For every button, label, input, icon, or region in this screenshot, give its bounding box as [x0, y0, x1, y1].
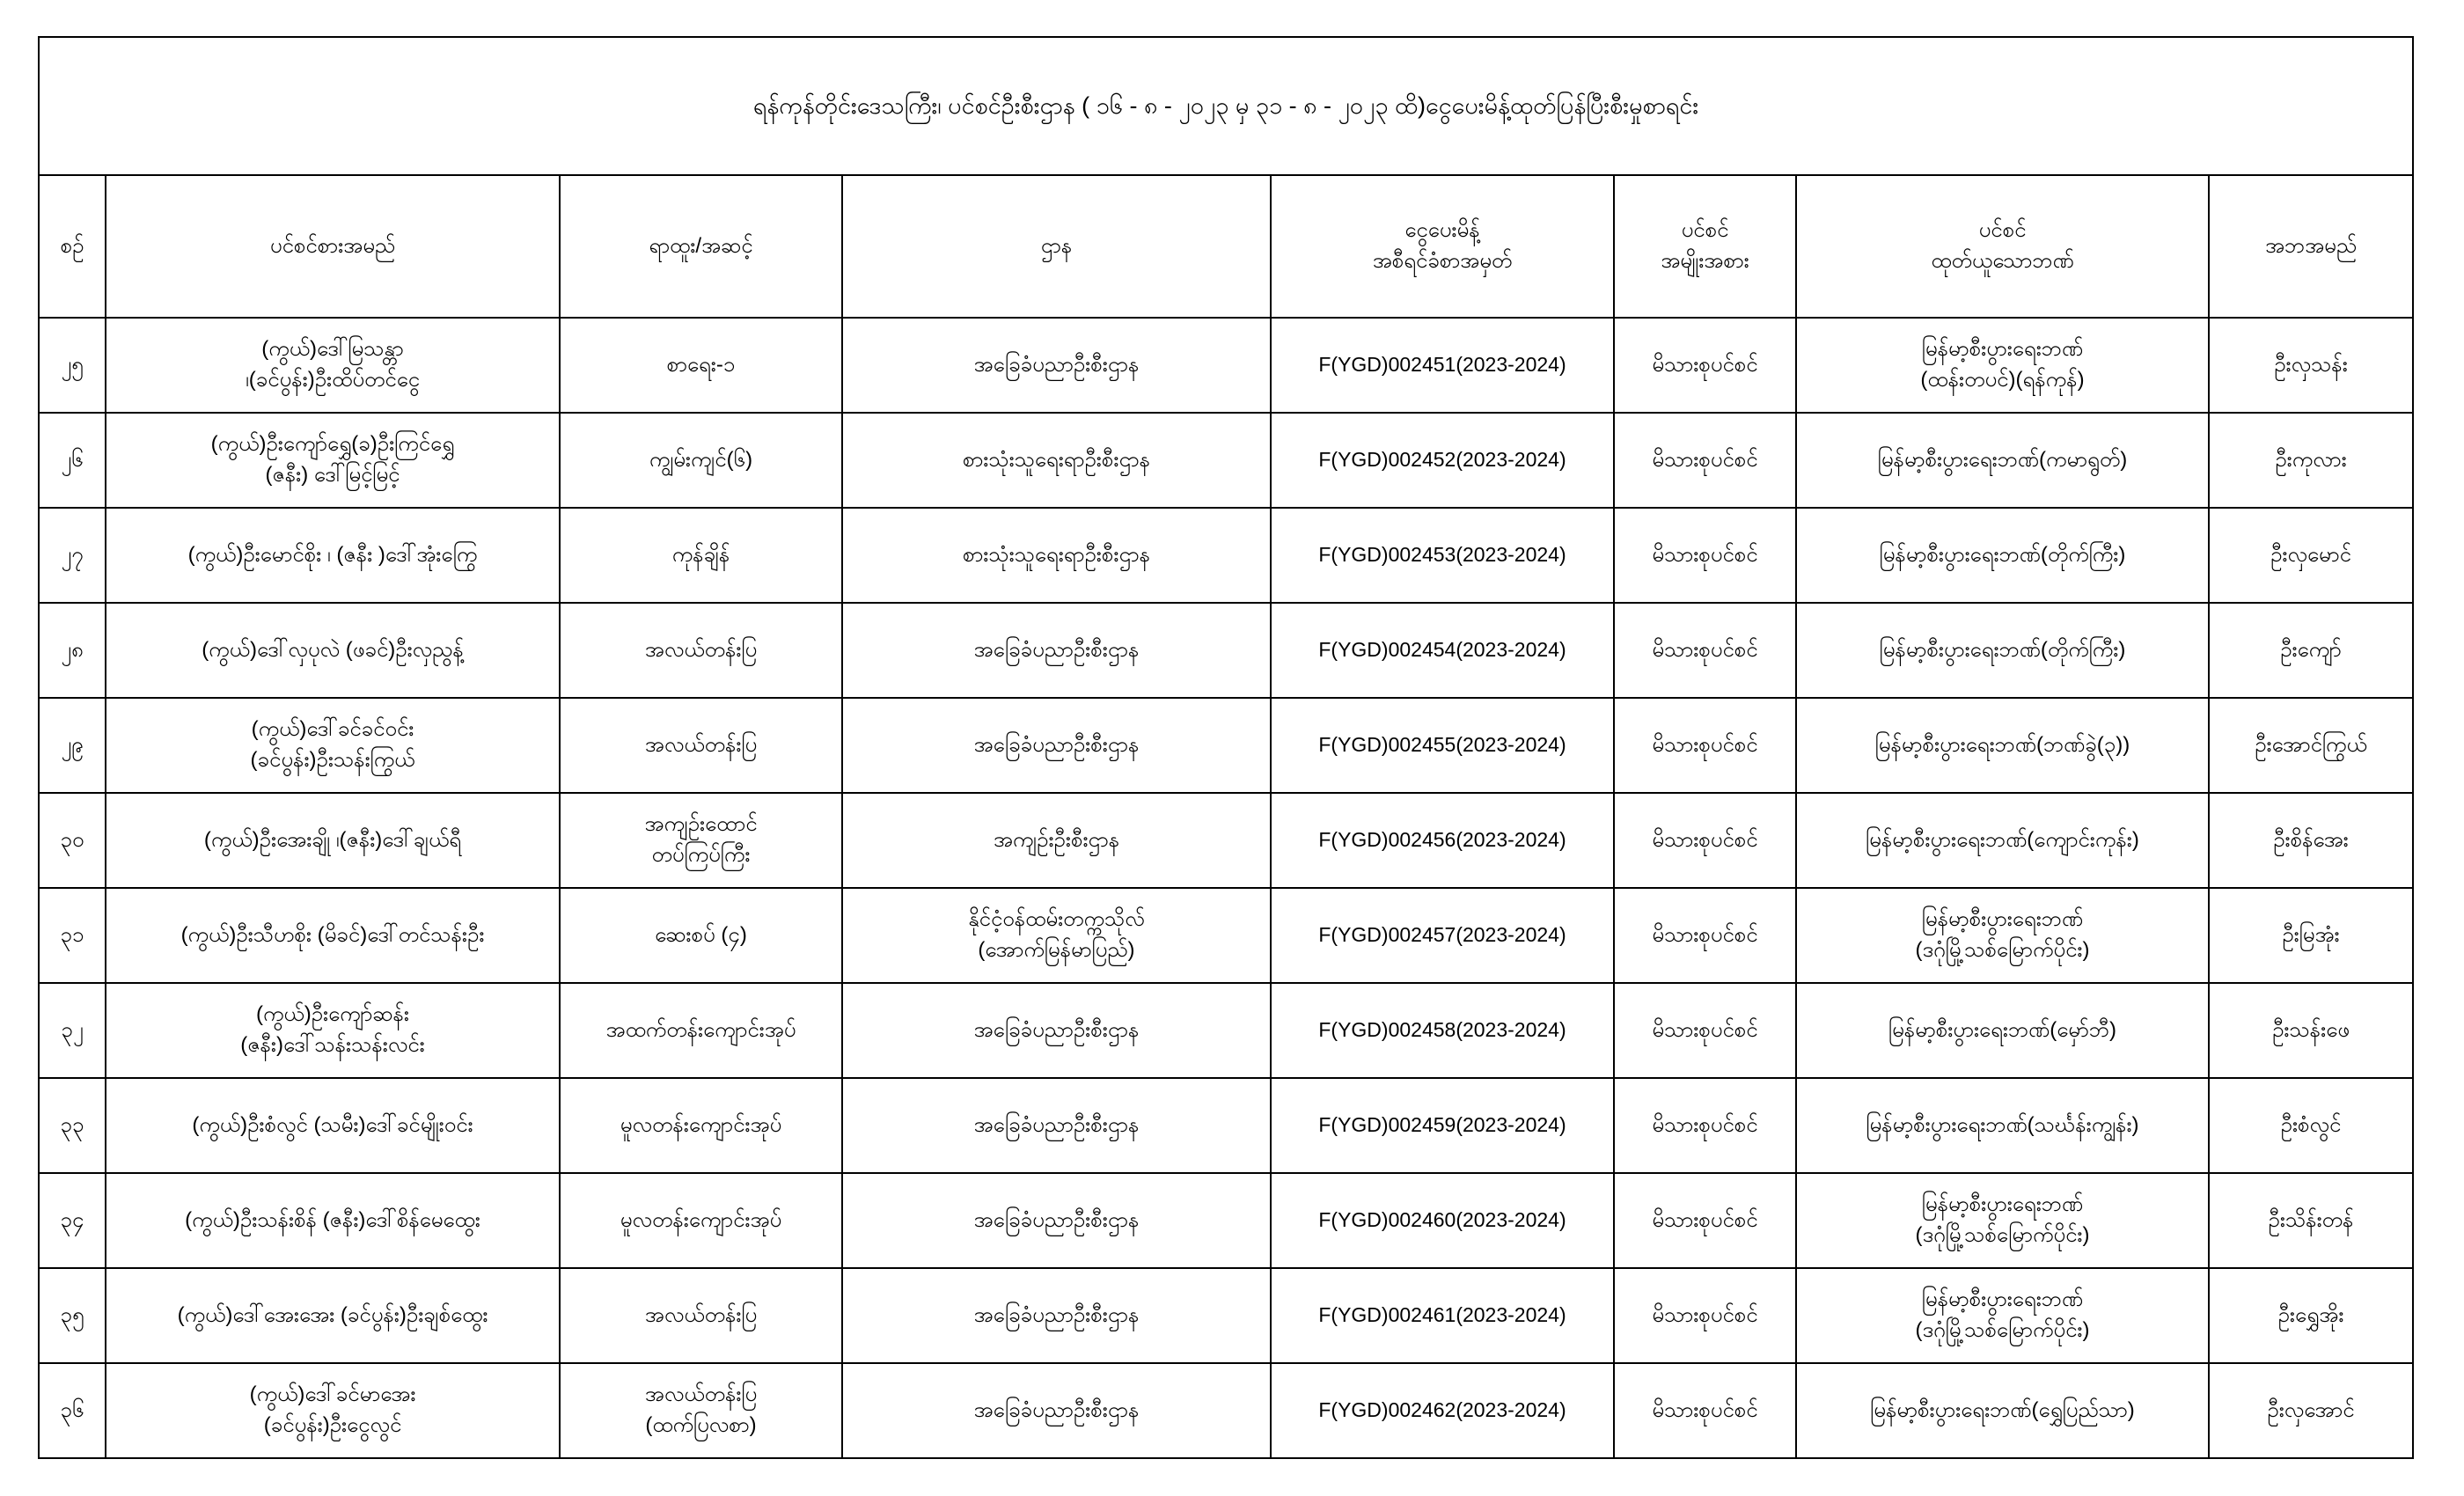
- cell-serial: ၃၅: [40, 1269, 106, 1364]
- cell-pension-type: မိသားစုပင်စင်: [1615, 1269, 1797, 1364]
- cell-serial: ၃၀: [40, 794, 106, 889]
- cell-position: အလယ်တန်းပြ: [561, 699, 843, 794]
- cell-serial: ၃၂: [40, 984, 106, 1079]
- cell-pensioner-name: (ကွယ်)ဒေါ်ခင်ခင်ဝင်း (ခင်ပွန်း)ဦးသန်းကြွယ်: [106, 699, 561, 794]
- cell-bank: မြန်မာ့စီးပွားရေးဘဏ်(ရွှေပြည်သာ): [1797, 1364, 2210, 1459]
- cell-pensioner-name: (ကွယ်)ဦးသီဟစိုး (မိခင်)ဒေါ်တင်သန်းဦး: [106, 889, 561, 984]
- cell-father-name: ဦးမြအုံး: [2210, 889, 2414, 984]
- cell-department: အခြေခံပညာဦးစီးဌာန: [843, 1364, 1272, 1459]
- cell-bank: မြန်မာ့စီးပွားရေးဘဏ်(ဘဏ်ခွဲ(၃)): [1797, 699, 2210, 794]
- cell-order-number: F(YGD)002458(2023-2024): [1272, 984, 1615, 1079]
- cell-father-name: ဦးအောင်ကြွယ်: [2210, 699, 2414, 794]
- cell-department: အခြေခံပညာဦးစီးဌာန: [843, 699, 1272, 794]
- cell-pensioner-name: (ကွယ်)ဦးကျော်ဆန်း (ဇနီး)ဒေါ်သန်းသန်းလင်း: [106, 984, 561, 1079]
- cell-pension-type: မိသားစုပင်စင်: [1615, 889, 1797, 984]
- header-department: ဌာန: [843, 176, 1272, 319]
- cell-position: အကျဉ်းထောင် တပ်ကြပ်ကြီး: [561, 794, 843, 889]
- cell-pension-type: မိသားစုပင်စင်: [1615, 699, 1797, 794]
- cell-order-number: F(YGD)002457(2023-2024): [1272, 889, 1615, 984]
- table-title: ရန်ကုန်တိုင်းဒေသကြီး၊ ပင်စင်ဦးစီးဌာန ( ၁၆ - ၈ - ၂၀၂၃ မှ ၃၁ - ၈ - ၂၀၂၃ ထိ)ငွေပေးမိန့်ထုတ်ပြန်ပြီးစီးမှုစာရင်း: [40, 38, 2414, 176]
- cell-father-name: ဦးလှသန်း: [2210, 319, 2414, 414]
- cell-order-number: F(YGD)002456(2023-2024): [1272, 794, 1615, 889]
- cell-position: အလယ်တန်းပြ: [561, 604, 843, 699]
- cell-serial: ၂၈: [40, 604, 106, 699]
- cell-department: စားသုံးသူရေးရာဦးစီးဌာန: [843, 414, 1272, 509]
- cell-serial: ၂၅: [40, 319, 106, 414]
- cell-bank: မြန်မာ့စီးပွားရေးဘဏ်(သင်္ဃန်းကျွန်း): [1797, 1079, 2210, 1174]
- cell-pensioner-name: (ကွယ်)ဦးမောင်စိုး ၊ (ဇနီး )ဒေါ်အုံးကြွေ: [106, 509, 561, 604]
- cell-department: အခြေခံပညာဦးစီးဌာန: [843, 604, 1272, 699]
- cell-serial: ၃၄: [40, 1174, 106, 1269]
- cell-father-name: ဦးလှမောင်: [2210, 509, 2414, 604]
- cell-position: မူလတန်းကျောင်းအုပ်: [561, 1174, 843, 1269]
- header-father-name: အဘအမည်: [2210, 176, 2414, 319]
- cell-bank: မြန်မာ့စီးပွားရေးဘဏ် (ထန်းတပင်)(ရန်ကုန်): [1797, 319, 2210, 414]
- cell-bank: မြန်မာ့စီးပွားရေးဘဏ် (ဒဂုံမြို့သစ်မြောက်ပိုင်း): [1797, 1174, 2210, 1269]
- cell-father-name: ဦးကုလား: [2210, 414, 2414, 509]
- cell-department: အခြေခံပညာဦးစီးဌာန: [843, 1269, 1272, 1364]
- cell-order-number: F(YGD)002462(2023-2024): [1272, 1364, 1615, 1459]
- cell-father-name: ဦးလှအောင်: [2210, 1364, 2414, 1459]
- header-bank: ပင်စင် ထုတ်ယူသောဘဏ်: [1797, 176, 2210, 319]
- cell-bank: မြန်မာ့စီးပွားရေးဘဏ်(ကမာရွတ်): [1797, 414, 2210, 509]
- cell-serial: ၂၆: [40, 414, 106, 509]
- cell-father-name: ဦးကျော်: [2210, 604, 2414, 699]
- cell-pension-type: မိသားစုပင်စင်: [1615, 509, 1797, 604]
- cell-father-name: ဦးသန်းဖေ: [2210, 984, 2414, 1079]
- cell-order-number: F(YGD)002461(2023-2024): [1272, 1269, 1615, 1364]
- cell-position: ကျွမ်းကျင်(၆): [561, 414, 843, 509]
- cell-department: အကျဉ်းဦးစီးဌာန: [843, 794, 1272, 889]
- cell-order-number: F(YGD)002454(2023-2024): [1272, 604, 1615, 699]
- cell-order-number: F(YGD)002452(2023-2024): [1272, 414, 1615, 509]
- cell-father-name: ဦးရွှေအိုး: [2210, 1269, 2414, 1364]
- cell-pensioner-name: (ကွယ်)ဦးကျော်ရွှေ(ခ)ဦးကြင်ရွှေ (ဇနီး) ဒေါ်မြင့်မြင့်: [106, 414, 561, 509]
- cell-pensioner-name: (ကွယ်)ဒေါ်လှပုလဲ (ဖခင်)ဦးလှညွန့်: [106, 604, 561, 699]
- header-pension-type: ပင်စင် အမျိုးအစား: [1615, 176, 1797, 319]
- cell-bank: မြန်မာ့စီးပွားရေးဘဏ်(တိုက်ကြီး): [1797, 604, 2210, 699]
- cell-pension-type: မိသားစုပင်စင်: [1615, 984, 1797, 1079]
- cell-position: အလယ်တန်းပြ (ထက်ပြလစာ): [561, 1364, 843, 1459]
- cell-department: အခြေခံပညာဦးစီးဌာန: [843, 984, 1272, 1079]
- cell-bank: မြန်မာ့စီးပွားရေးဘဏ်(မှော်ဘီ): [1797, 984, 2210, 1079]
- cell-department: စားသုံးသူရေးရာဦးစီးဌာန: [843, 509, 1272, 604]
- header-pensioner-name: ပင်စင်စားအမည်: [106, 176, 561, 319]
- cell-pensioner-name: (ကွယ်)ဒေါ်အေးအေး (ခင်ပွန်း)ဦးချစ်ထွေး: [106, 1269, 561, 1364]
- cell-department: နိုင်ငံ့ဝန်ထမ်းတက္ကသိုလ် (အောက်မြန်မာပြည်): [843, 889, 1272, 984]
- cell-father-name: ဦးစိန်အေး: [2210, 794, 2414, 889]
- cell-pension-type: မိသားစုပင်စင်: [1615, 604, 1797, 699]
- cell-father-name: ဦးစံလွင်: [2210, 1079, 2414, 1174]
- cell-bank: မြန်မာ့စီးပွားရေးဘဏ်(တိုက်ကြီး): [1797, 509, 2210, 604]
- cell-position: မူလတန်းကျောင်းအုပ်: [561, 1079, 843, 1174]
- cell-pension-type: မိသားစုပင်စင်: [1615, 319, 1797, 414]
- cell-department: အခြေခံပညာဦးစီးဌာန: [843, 1174, 1272, 1269]
- cell-pension-type: မိသားစုပင်စင်: [1615, 1079, 1797, 1174]
- cell-pensioner-name: (ကွယ်)ဦးစံလွင် (သမီး)ဒေါ်ခင်မျိုးဝင်း: [106, 1079, 561, 1174]
- cell-serial: ၂၇: [40, 509, 106, 604]
- cell-position: အထက်တန်းကျောင်းအုပ်: [561, 984, 843, 1079]
- cell-pensioner-name: (ကွယ်)ဒေါ်မြသန္တာ ၊(ခင်ပွန်း)ဦးထိပ်တင်ငွေ: [106, 319, 561, 414]
- cell-bank: မြန်မာ့စီးပွားရေးဘဏ် (ဒဂုံမြို့သစ်မြောက်ပိုင်း): [1797, 889, 2210, 984]
- cell-position: အလယ်တန်းပြ: [561, 1269, 843, 1364]
- cell-pensioner-name: (ကွယ်)ဦးသန်းစိန် (ဇနီး)ဒေါ်စိန်မေထွေး: [106, 1174, 561, 1269]
- cell-order-number: F(YGD)002455(2023-2024): [1272, 699, 1615, 794]
- cell-department: အခြေခံပညာဦးစီးဌာန: [843, 319, 1272, 414]
- cell-position: စာရေး-၁: [561, 319, 843, 414]
- header-order-number: ငွေပေးမိန့် အစီရင်ခံစာအမှတ်: [1272, 176, 1615, 319]
- cell-pension-type: မိသားစုပင်စင်: [1615, 1364, 1797, 1459]
- cell-order-number: F(YGD)002453(2023-2024): [1272, 509, 1615, 604]
- cell-pensioner-name: (ကွယ်)ဒေါ်ခင်မာအေး (ခင်ပွန်း)ဦးငွေလွင်: [106, 1364, 561, 1459]
- cell-order-number: F(YGD)002459(2023-2024): [1272, 1079, 1615, 1174]
- cell-department: အခြေခံပညာဦးစီးဌာန: [843, 1079, 1272, 1174]
- cell-position: ကုန်ချိန်: [561, 509, 843, 604]
- cell-serial: ၃၁: [40, 889, 106, 984]
- cell-pensioner-name: (ကွယ်)ဦးအေးချို ၊(ဇနီး)ဒေါ်ချယ်ရီ: [106, 794, 561, 889]
- cell-pension-type: မိသားစုပင်စင်: [1615, 794, 1797, 889]
- cell-pension-type: မိသားစုပင်စင်: [1615, 1174, 1797, 1269]
- cell-order-number: F(YGD)002451(2023-2024): [1272, 319, 1615, 414]
- header-position: ရာထူး/အဆင့်: [561, 176, 843, 319]
- header-serial: စဉ်: [40, 176, 106, 319]
- cell-position: ဆေးစပ် (၄): [561, 889, 843, 984]
- pension-payment-table: [38, 36, 2414, 1459]
- cell-pension-type: မိသားစုပင်စင်: [1615, 414, 1797, 509]
- cell-father-name: ဦးသိန်းတန်: [2210, 1174, 2414, 1269]
- cell-bank: မြန်မာ့စီးပွားရေးဘဏ်(ကျောင်းကုန်း): [1797, 794, 2210, 889]
- cell-serial: ၃၃: [40, 1079, 106, 1174]
- cell-order-number: F(YGD)002460(2023-2024): [1272, 1174, 1615, 1269]
- cell-bank: မြန်မာ့စီးပွားရေးဘဏ် (ဒဂုံမြို့သစ်မြောက်ပိုင်း): [1797, 1269, 2210, 1364]
- cell-serial: ၃၆: [40, 1364, 106, 1459]
- cell-serial: ၂၉: [40, 699, 106, 794]
